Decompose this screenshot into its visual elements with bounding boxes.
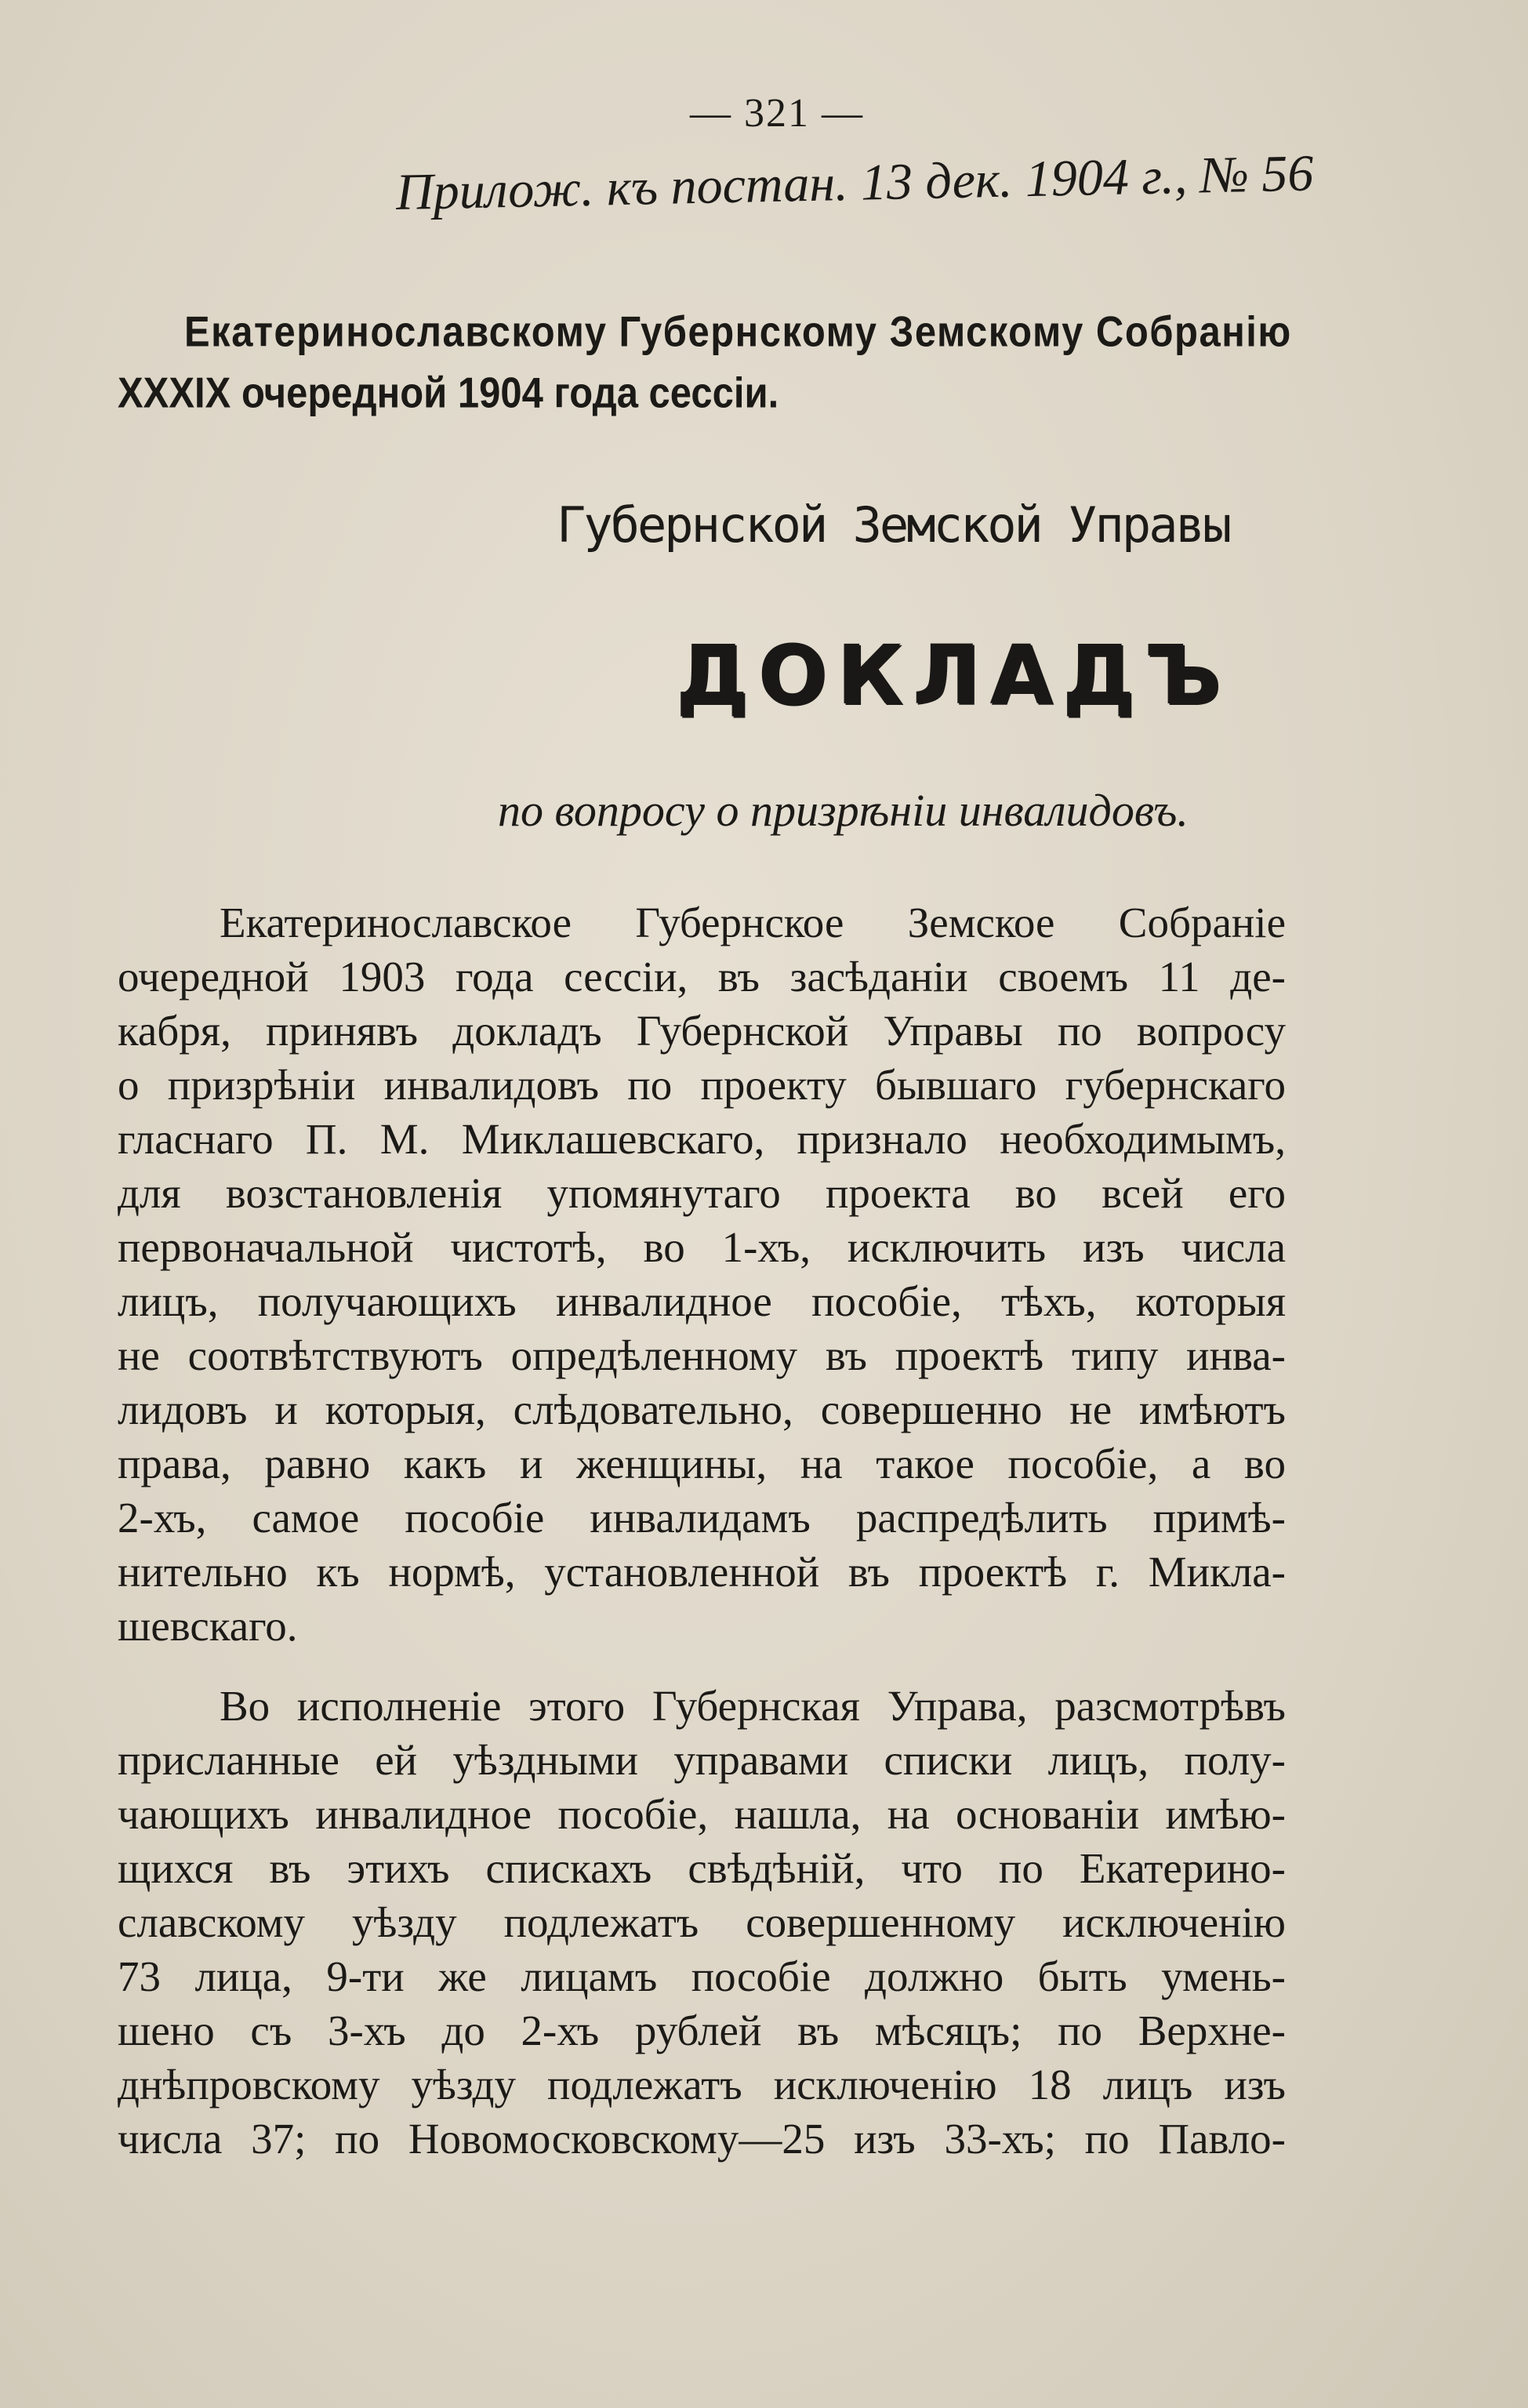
body-line: 73 лица, 9-ти же лицамъ пособіе должно быть умень- (118, 1952, 1286, 2000)
appendix-note: Прилож. къ постан. 13 дек. 1904 г., № 56 (395, 144, 1315, 221)
body-line: права, равно какъ и женщины, на такое пособіе, а во (118, 1440, 1286, 1487)
body-line: первоначальной чистотѣ, во 1-хъ, исключить изъ числа (118, 1223, 1286, 1271)
document-subject: по вопросу о призрѣніи инвалидовъ. (498, 785, 1189, 836)
body-line: чающихъ инвалидное пособіе, нашла, на основаніи имѣю- (118, 1790, 1286, 1838)
body-line: гласнаго П. М. Миклашевскаго, признало необходимымъ, (118, 1115, 1286, 1163)
addressee-line-2: XXXIX очередной 1904 года сессіи. (118, 369, 779, 417)
body-line: о призрѣніи инвалидовъ по проекту бывшаго губернскаго (118, 1061, 1286, 1109)
body-line: очередной 1903 года сессіи, въ засѣданіи своемъ 11 де- (118, 953, 1286, 1001)
body-line: днѣпровскому уѣзду подлежатъ исключенію 18 лицъ изъ (118, 2061, 1286, 2108)
body-line: для возстановленія упомянутаго проекта во всей его (118, 1169, 1286, 1217)
body-line: шевскаго. (118, 1602, 298, 1650)
body-line: лицъ, получающихъ инвалидное пособіе, тѣхъ, которыя (118, 1277, 1286, 1325)
body-line: не соотвѣтствуютъ опредѣленному въ проектѣ типу инва- (118, 1331, 1286, 1379)
body-line: славскому уѣзду подлежатъ совершенному исключенію (118, 1898, 1286, 1946)
body-line: шено съ 3-хъ до 2-хъ рублей въ мѣсяцъ; по Верхне- (118, 2007, 1286, 2054)
body-line: числа 37; по Новомосковскому—25 изъ 33-хъ; по Павло- (118, 2115, 1286, 2163)
page-number: — 321 — (690, 91, 864, 136)
body-line: присланные ей уѣздными управами списки лицъ, полу- (118, 1736, 1286, 1784)
body-line: нительно къ нормѣ, установленной въ проектѣ г. Микла- (118, 1548, 1286, 1596)
body-line: 2-хъ, самое пособіе инвалидамъ распредѣлить примѣ- (118, 1494, 1286, 1542)
addressee-line-1: Екатеринославскому Губернскому Земскому Собранію (184, 308, 1292, 356)
body-line: Во исполненіе этого Губернская Управа, разсмотрѣвъ (220, 1682, 1286, 1730)
body-line: щихся въ этихъ спискахъ свѣдѣній, что по Екатерино- (118, 1844, 1286, 1892)
body-line: Екатеринославское Губернское Земское Собраніе (220, 899, 1286, 946)
document-title: ДОКЛАДЪ (676, 627, 1231, 723)
issuer-heading: Губернской Земской Управы (557, 496, 1230, 554)
body-line: лидовъ и которыя, слѣдовательно, совершенно не имѣютъ (118, 1386, 1286, 1433)
body-line: кабря, принявъ докладъ Губернской Управы по вопросу (118, 1007, 1286, 1055)
